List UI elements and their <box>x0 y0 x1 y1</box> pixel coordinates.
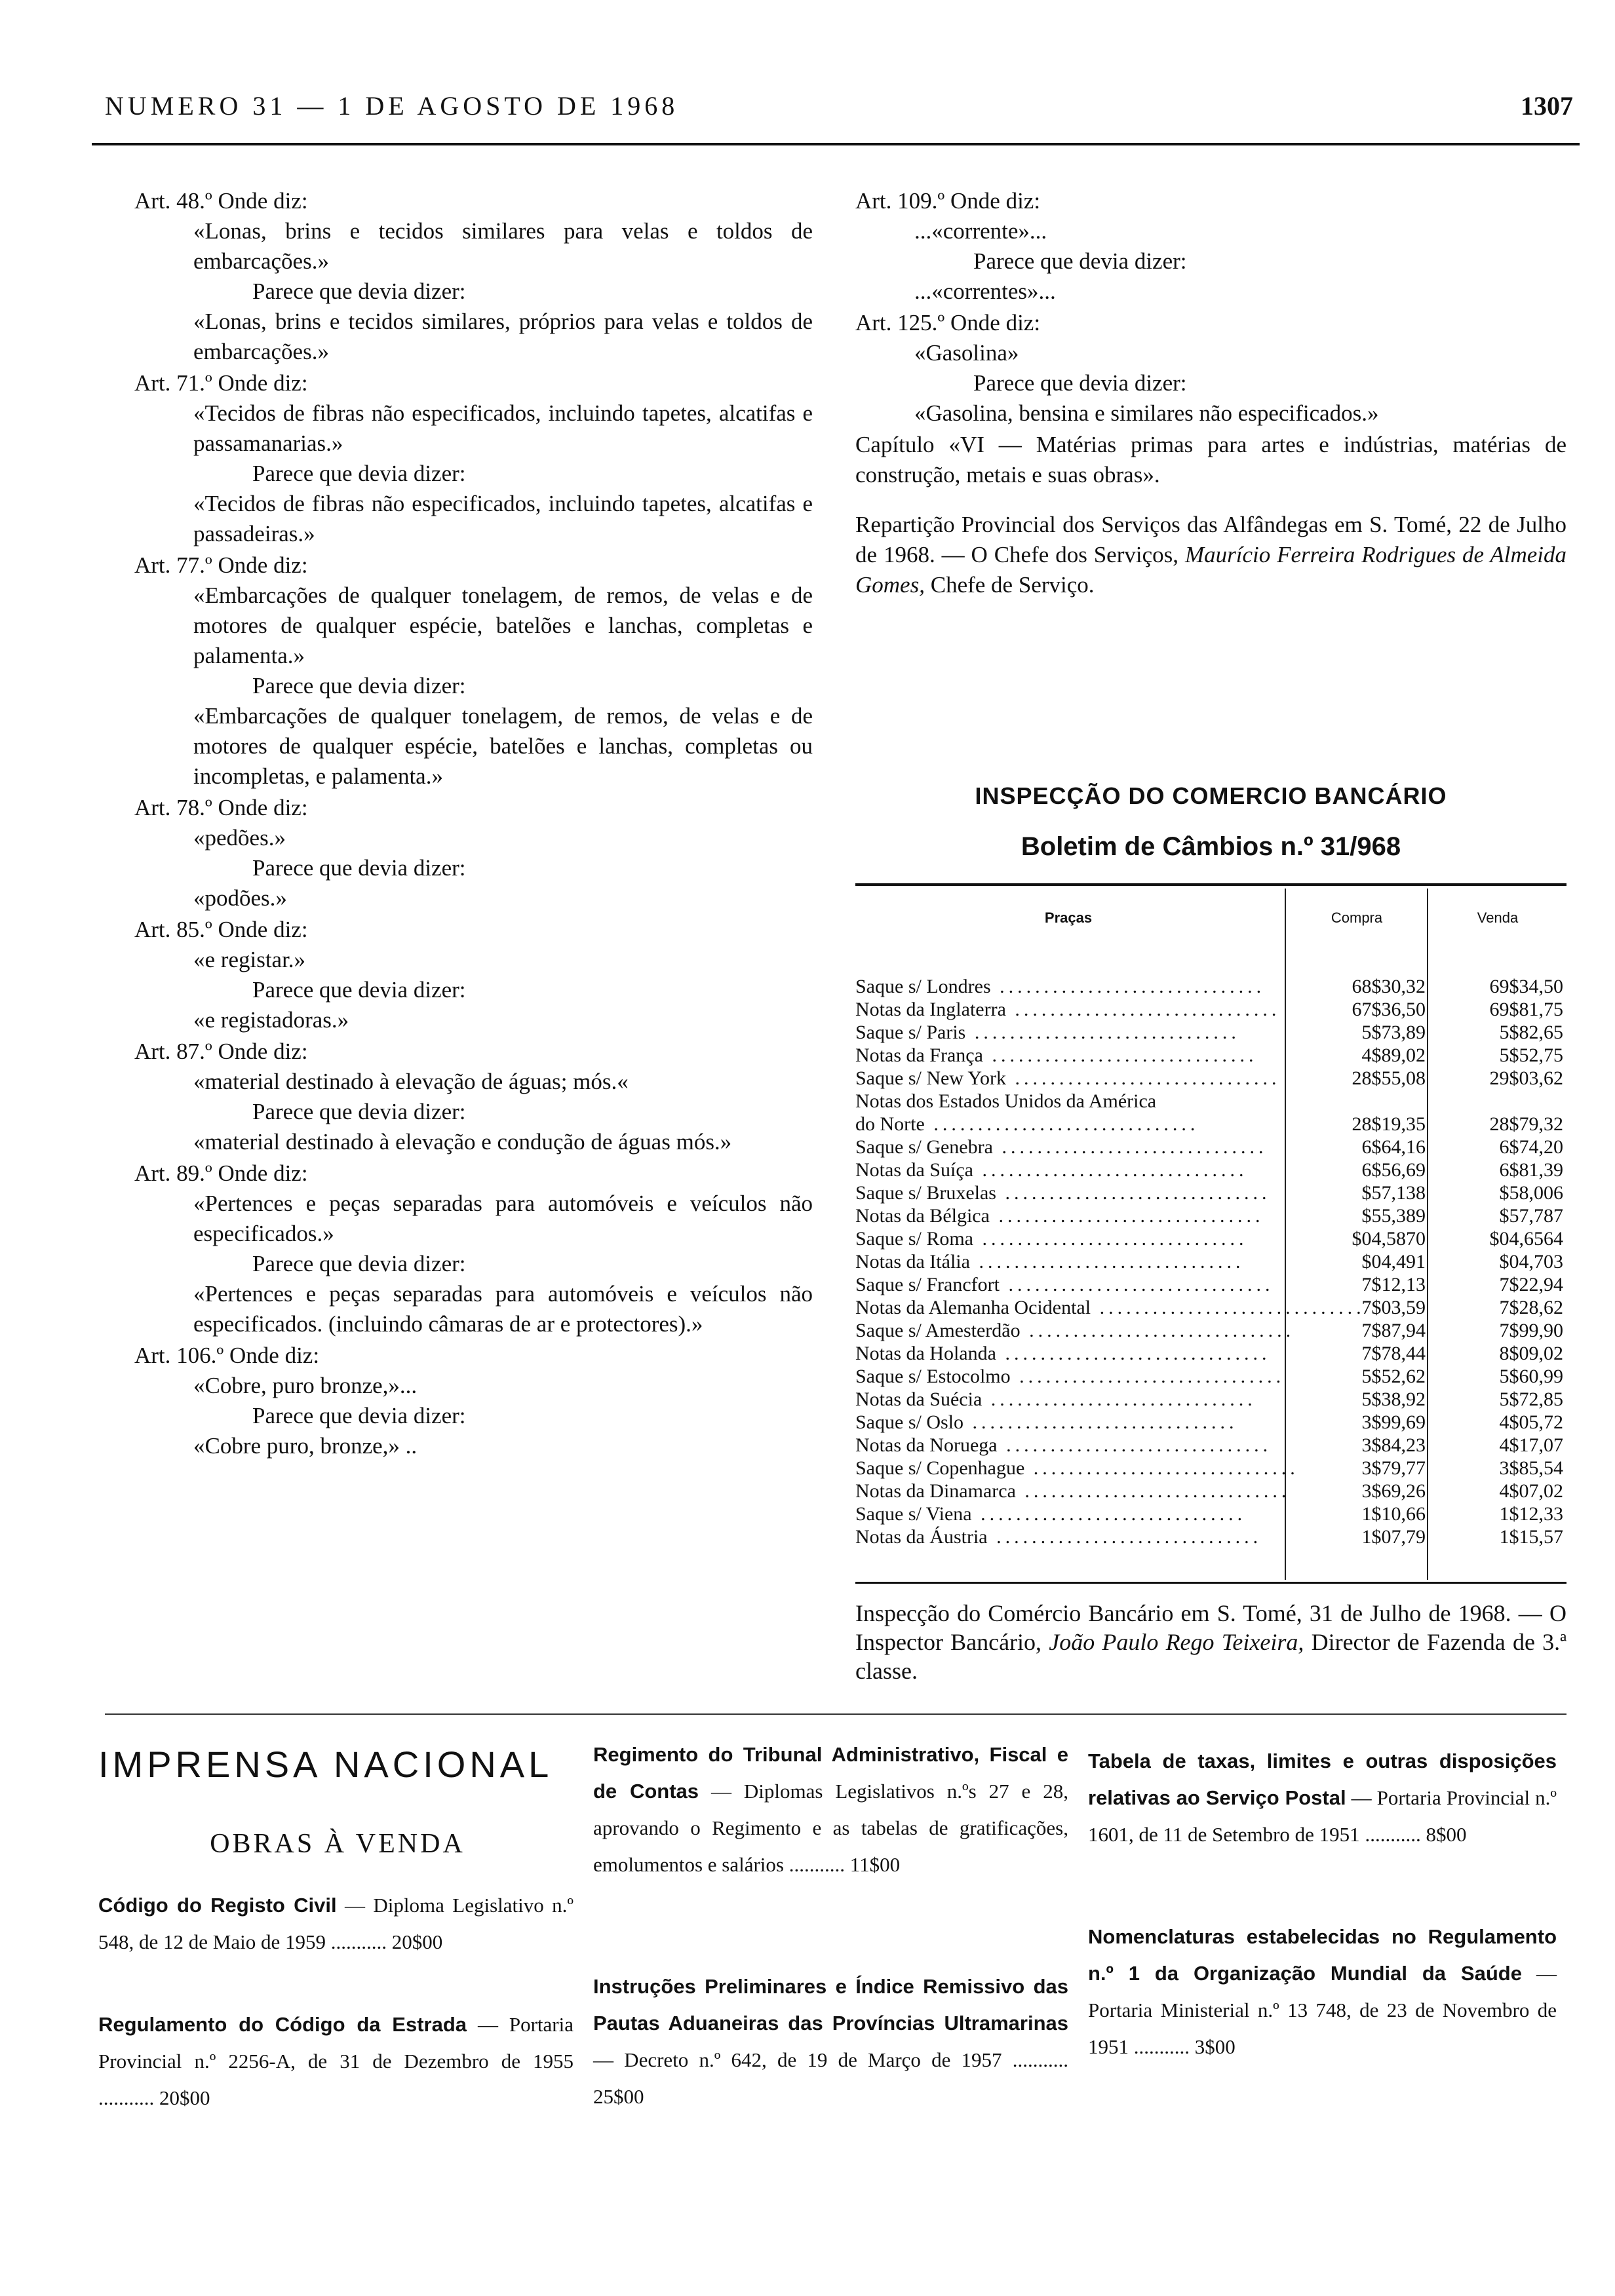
leader-dots: ........... <box>784 1853 850 1876</box>
issue-title: NUMERO 31 — 1 DE AGOSTO DE 1968 <box>105 91 679 121</box>
correction-intro: Parece que devia dizer: <box>252 855 466 881</box>
original-text: «Cobre, puro bronze,»... <box>193 1373 418 1398</box>
praca-cell <box>855 1480 1291 1502</box>
leader-dots: .............................. <box>992 1136 1268 1158</box>
compra-cell: 6$56,69 <box>1361 1159 1426 1181</box>
leader-dots: .............................. <box>973 1228 1248 1250</box>
publication-entry <box>1088 1919 1557 2065</box>
publication-title: Nomenclaturas estabelecidas no Regulamento n.º 1 da Organização Mundial da Saúde <box>1088 1925 1557 1985</box>
praca-name: Saque s/ Francfort <box>855 1274 1000 1295</box>
venda-cell: $57,787 <box>1499 1205 1563 1227</box>
venda-cell: $58,006 <box>1499 1182 1563 1204</box>
compra-cell: 3$99,69 <box>1361 1411 1426 1433</box>
ornament-rule <box>105 1713 1566 1715</box>
correction-intro: Parece que devia dizer: <box>252 1099 466 1124</box>
venda-cell: 1$12,33 <box>1499 1503 1563 1525</box>
praca-cell <box>855 1044 1281 1067</box>
bank-section-title: INSPECÇÃO DO COMERCIO BANCÁRIO <box>975 782 1447 809</box>
article-correction <box>134 186 813 367</box>
praca-cell <box>855 1365 1285 1388</box>
article-label: Art. 109.º Onde diz: <box>855 188 1041 214</box>
corrected-text: «material destinado à elevação e condução de águas mós.» <box>193 1129 732 1155</box>
venda-cell: 8$09,02 <box>1499 1343 1563 1364</box>
praca-cell <box>855 1136 1281 1158</box>
praca-cell <box>855 1388 1281 1411</box>
header-compra: Compra <box>1331 909 1383 926</box>
praca-name: Notas da Inglaterra <box>855 999 1006 1020</box>
article-label: Art. 89.º Onde diz: <box>134 1160 308 1186</box>
leader-dots: ........... <box>1129 2035 1195 2058</box>
venda-cell: 5$60,99 <box>1499 1366 1563 1387</box>
leader-dots: .............................. <box>1015 1480 1291 1502</box>
compra-cell: 3$84,23 <box>1361 1434 1426 1456</box>
table-bottom-rule <box>855 1582 1566 1584</box>
praca-name: Saque s/ New York <box>855 1067 1007 1089</box>
leader-dots: .............................. <box>1024 1457 1299 1479</box>
publication-entry <box>593 1736 1068 1883</box>
original-text: «Gasolina» <box>914 340 1019 366</box>
table-row <box>855 1319 1566 1342</box>
venda-cell: 28$79,32 <box>1489 1113 1563 1135</box>
article-correction <box>855 308 1566 429</box>
article-correction <box>134 793 813 913</box>
table-row <box>855 975 1566 998</box>
correction-intro: Parece que devia dizer: <box>252 1251 466 1276</box>
corrected-text: «Lonas, brins e tecidos similares, próprios para velas e toldos de embarcações.» <box>193 309 813 364</box>
praca-name: Notas da Alemanha Ocidental <box>855 1297 1091 1318</box>
venda-cell: 6$74,20 <box>1499 1136 1563 1158</box>
article-correction <box>134 550 813 792</box>
article-label: Art. 87.º Onde diz: <box>134 1039 308 1064</box>
compra-cell: 6$64,16 <box>1361 1136 1426 1158</box>
footer-column-2 <box>593 1736 1068 2115</box>
publication-desc: — Decreto n.º 642, de 19 de Março de 1957 <box>593 2048 1002 2071</box>
original-text: «e registar.» <box>193 947 306 972</box>
compra-cell: 28$19,35 <box>1352 1113 1426 1135</box>
leader-dots: .............................. <box>1020 1320 1295 1341</box>
leader-dots: .............................. <box>1006 1067 1281 1089</box>
correction-intro: Parece que devia dizer: <box>252 1403 466 1428</box>
praca-name: Saque s/ Oslo <box>855 1411 963 1433</box>
chapter-note: Capítulo «VI — Matérias primas para artes e indústrias, matérias de construção, metais e suas obras». <box>855 432 1566 488</box>
venda-cell: 6$81,39 <box>1499 1159 1563 1181</box>
article-label: Art. 85.º Onde diz: <box>134 917 308 942</box>
publication-desc: — Portaria Provincial n.º 2256-A, de 31 de Dezembro de 1955 <box>98 2013 574 2073</box>
page-header <box>105 90 1573 130</box>
page-number: 1307 <box>1521 91 1573 121</box>
praca-name: Saque s/ Bruxelas <box>855 1182 996 1204</box>
leader-dots: .............................. <box>997 1434 1272 1456</box>
original-text: «Tecidos de fibras não especificados, incluindo tapetes, alcatifas e passamanarias.» <box>193 400 813 456</box>
publication-price: 20$00 <box>159 2086 210 2109</box>
original-text: ...«corrente»... <box>914 218 1047 244</box>
publication-desc: — Diplomas Legislativos n.ºs 27 e 28, aprovando o Regimento e as tabelas de gratificações, emolumentos e salários <box>593 1780 1068 1876</box>
leader-dots: .............................. <box>999 1274 1274 1295</box>
table-row <box>855 1434 1566 1457</box>
header-pracas: Praças <box>1044 909 1093 926</box>
footer-column-1 <box>98 1887 574 2116</box>
venda-cell: 69$34,50 <box>1489 976 1563 997</box>
exchange-table <box>855 889 1566 1580</box>
correction-intro: Parece que devia dizer: <box>252 673 466 698</box>
publication-desc: — Portaria Ministerial n.º 13 748, de 23 de Novembro de 1951 <box>1088 1962 1557 2058</box>
venda-cell: 5$82,65 <box>1499 1022 1563 1043</box>
compra-cell: 3$69,26 <box>1361 1480 1426 1502</box>
leader-dots: .............................. <box>996 1182 1271 1204</box>
leader-dots: .............................. <box>963 1411 1238 1433</box>
praca-cell <box>855 1457 1299 1480</box>
compra-cell: 5$52,62 <box>1361 1366 1426 1387</box>
original-text: «pedões.» <box>193 825 286 851</box>
correction-intro: Parece que devia dizer: <box>973 248 1187 274</box>
publication-price: 3$00 <box>1194 2035 1236 2058</box>
corrected-text: «podões.» <box>193 885 287 911</box>
venda-cell: $04,6564 <box>1489 1228 1563 1250</box>
table-row <box>855 1067 1566 1090</box>
publication-title: Tabela de taxas, limites e outras disposições relativas ao Serviço Postal <box>1088 1750 1557 1809</box>
table-row <box>855 1411 1566 1434</box>
publication-price: 20$00 <box>391 1930 443 1953</box>
praca-name: Notas da França <box>855 1044 983 1066</box>
article-correction <box>134 1341 813 1461</box>
venda-cell: 4$17,07 <box>1499 1434 1563 1456</box>
venda-cell: 7$28,62 <box>1499 1297 1563 1318</box>
table-row <box>855 1388 1566 1411</box>
praca-cell <box>855 1296 1365 1319</box>
publication-price: 11$00 <box>849 1853 901 1876</box>
compra-cell: 28$55,08 <box>1352 1067 1426 1089</box>
praca-cell <box>855 1273 1281 1296</box>
praca-name: Saque s/ Viena <box>855 1503 972 1525</box>
compra-cell: $04,491 <box>1361 1251 1426 1272</box>
praca-name: Saque s/ Genebra <box>855 1136 993 1158</box>
table-top-rule <box>855 883 1566 886</box>
venda-cell: 4$07,02 <box>1499 1480 1563 1502</box>
venda-cell: 69$81,75 <box>1489 999 1563 1020</box>
table-row <box>855 1342 1566 1365</box>
corrected-text: «Tecidos de fibras não especificados, incluindo tapetes, alcatifas e passadeiras.» <box>193 491 813 546</box>
praca-name: Notas da Bélgica <box>855 1205 990 1227</box>
table-row <box>855 998 1566 1021</box>
compra-cell: 5$38,92 <box>1361 1388 1426 1410</box>
praca-cell <box>855 975 1281 998</box>
venda-cell: $04,703 <box>1499 1251 1563 1272</box>
leader-dots: ........... <box>98 2086 159 2109</box>
leader-dots: ........... <box>1002 2048 1068 2071</box>
praca-cell <box>855 1067 1281 1090</box>
praca-cell <box>855 1021 1281 1044</box>
compra-cell: 4$89,02 <box>1361 1044 1426 1066</box>
article-correction <box>134 1158 813 1339</box>
publication-entry <box>98 2006 574 2116</box>
praca-name: Notas da Holanda <box>855 1343 996 1364</box>
praca-cell <box>855 1411 1281 1434</box>
leader-dots: .............................. <box>987 1526 1262 1548</box>
original-text: «material destinado à elevação de águas; mós.« <box>193 1069 629 1094</box>
compra-cell: 7$03,59 <box>1361 1297 1426 1318</box>
corrected-text: «e registadoras.» <box>193 1007 349 1033</box>
compra-cell: $55,389 <box>1361 1205 1426 1227</box>
table-row <box>855 1227 1566 1250</box>
publication-price: 8$00 <box>1426 1823 1467 1846</box>
praca-name: Saque s/ Paris <box>855 1022 966 1043</box>
bank-signature: Inspecção do Comércio Bancário em S. Tomé, 31 de Julho de 1968. — O Inspector Bancário, João Paulo Rego Teixeira, Director de Fazenda de 3.ª classe. <box>855 1600 1567 1684</box>
footer-column-3 <box>1088 1743 1557 2065</box>
publication-price: 25$00 <box>593 2085 644 2108</box>
compra-cell: 5$73,89 <box>1361 1022 1426 1043</box>
article-label: Art. 106.º Onde diz: <box>134 1343 320 1368</box>
correction-intro: Parece que devia dizer: <box>252 278 466 304</box>
compra-cell: $57,138 <box>1361 1182 1426 1204</box>
publisher-name: IMPRENSA NACIONAL <box>98 1744 553 1785</box>
table-row <box>855 1204 1566 1227</box>
leader-dots: .............................. <box>969 1251 1245 1272</box>
correction-intro: Parece que devia dizer: <box>252 461 466 486</box>
original-text: «Embarcações de qualquer tonelagem, de remos, de velas e de motores de qualquer espécie, batelões e lanchas, completas e palamenta.» <box>193 583 813 668</box>
praca-cell <box>855 1090 1281 1113</box>
article-correction <box>134 368 813 549</box>
leader-dots: .............................. <box>1091 1297 1365 1318</box>
leader-dots: .............................. <box>989 1205 1264 1227</box>
customs-signature: Repartição Provincial dos Serviços das Alfândegas em S. Tomé, 22 de Julho de 1968. — O Chefe dos Serviços, Maurício Ferreira Rodrigues de Almeida Gomes, Chefe de Serviço. <box>855 512 1566 598</box>
leader-dots: .............................. <box>983 1044 1258 1066</box>
corrected-text: «Pertences e peças separadas para automóveis e veículos não especificados. (incluindo câmaras de ar e protectores).» <box>193 1281 813 1337</box>
venda-cell: 3$85,54 <box>1499 1457 1563 1479</box>
publication-entry <box>1088 1743 1557 1853</box>
article-label: Art. 48.º Onde diz: <box>134 188 308 214</box>
compra-cell: 3$79,77 <box>1361 1457 1426 1479</box>
left-column <box>134 186 813 1463</box>
table-row <box>855 1250 1566 1273</box>
praca-name: Saque s/ Roma <box>855 1228 973 1250</box>
correction-intro: Parece que devia dizer: <box>973 370 1187 396</box>
venda-cell: 7$22,94 <box>1499 1274 1563 1295</box>
praca-name: Notas da Dinamarca <box>855 1480 1016 1502</box>
praca-cell <box>855 1250 1281 1273</box>
compra-cell: 1$10,66 <box>1361 1503 1426 1525</box>
praca-cell <box>855 1227 1281 1250</box>
praca-cell <box>855 1434 1281 1457</box>
praca-name: Notas da Áustria <box>855 1526 988 1548</box>
header-venda: Venda <box>1477 909 1519 926</box>
article-label: Art. 77.º Onde diz: <box>134 552 308 578</box>
table-row <box>855 1273 1566 1296</box>
compra-cell: 7$78,44 <box>1361 1343 1426 1364</box>
compra-cell: 7$12,13 <box>1361 1274 1426 1295</box>
leader-dots: .............................. <box>1010 1366 1285 1387</box>
article-label: Art. 78.º Onde diz: <box>134 795 308 820</box>
praca-name: Notas da Noruega <box>855 1434 998 1456</box>
leader-dots: .............................. <box>990 976 1266 997</box>
works-for-sale-heading: OBRAS À VENDA <box>210 1829 465 1859</box>
table-row <box>855 1480 1566 1502</box>
leader-dots: .............................. <box>924 1113 1199 1135</box>
compra-cell: $04,5870 <box>1352 1228 1426 1250</box>
table-row <box>855 1136 1566 1158</box>
publication-entry <box>98 1887 574 1961</box>
praca-name: Saque s/ Londres <box>855 976 991 997</box>
venda-cell: 5$52,75 <box>1499 1044 1563 1066</box>
leader-dots: ........... <box>1359 1823 1426 1846</box>
praca-name: Saque s/ Amesterdão <box>855 1320 1021 1341</box>
praca-cell <box>855 1342 1281 1365</box>
table-row <box>855 1457 1566 1480</box>
praca-cell <box>855 998 1281 1021</box>
article-correction <box>134 915 813 1035</box>
article-label: Art. 71.º Onde diz: <box>134 370 308 396</box>
article-label: Art. 125.º Onde diz: <box>855 310 1041 335</box>
venda-cell: 4$05,72 <box>1499 1411 1563 1433</box>
venda-cell: 29$03,62 <box>1489 1067 1563 1089</box>
compra-cell: 7$87,94 <box>1361 1320 1426 1341</box>
praca-cell <box>855 1502 1281 1525</box>
praca-name: do Norte <box>855 1113 925 1135</box>
praca-name: Saque s/ Estocolmo <box>855 1366 1011 1387</box>
corrected-text: «Embarcações de qualquer tonelagem, de remos, de velas e de motores de qualquer espécie, batelões e lanchas, completas ou incompletas, e palamenta.» <box>193 703 813 789</box>
praca-cell <box>855 1319 1295 1342</box>
venda-cell: 1$15,57 <box>1499 1526 1563 1548</box>
leader-dots: .............................. <box>982 1388 1256 1410</box>
original-text: «Pertences e peças separadas para automóveis e veículos não especificados.» <box>193 1191 813 1246</box>
leader-dots: .............................. <box>965 1022 1240 1043</box>
table-row <box>855 1365 1566 1388</box>
compra-cell: 68$30,32 <box>1352 976 1426 997</box>
table-row <box>855 1090 1566 1113</box>
original-text: «Lonas, brins e tecidos similares para velas e toldos de embarcações.» <box>193 218 813 274</box>
compra-cell: 1$07,79 <box>1361 1526 1426 1548</box>
article-correction <box>855 186 1566 307</box>
publication-title: Código do Registo Civil <box>98 1894 337 1917</box>
right-column <box>855 186 1566 600</box>
venda-cell: 7$99,90 <box>1499 1320 1563 1341</box>
praca-cell <box>855 1525 1281 1548</box>
article-correction <box>134 1037 813 1157</box>
leader-dots: .............................. <box>996 1343 1271 1364</box>
header-rule <box>92 143 1580 145</box>
leader-dots: ........... <box>325 1930 392 1953</box>
praca-cell <box>855 1181 1281 1204</box>
publication-title: Regulamento do Código da Estrada <box>98 2013 467 2036</box>
venda-cell: 5$72,85 <box>1499 1388 1563 1410</box>
table-row <box>855 1158 1566 1181</box>
leader-dots: .............................. <box>973 1159 1248 1181</box>
praca-cell <box>855 1158 1281 1181</box>
bank-bulletin-subtitle: Boletim de Câmbios n.º 31/968 <box>1021 832 1401 861</box>
compra-cell: 67$36,50 <box>1352 999 1426 1020</box>
praca-name: Saque s/ Copenhague <box>855 1457 1025 1479</box>
table-row <box>855 1502 1566 1525</box>
table-row <box>855 1021 1566 1044</box>
publication-desc: — Portaria Provincial n.º 1601, de 11 de Setembro de 1951 <box>1088 1786 1557 1846</box>
praca-cell <box>855 1204 1281 1227</box>
praca-name: Notas dos Estados Unidos da América <box>855 1090 1157 1112</box>
leader-dots: .............................. <box>1005 999 1281 1020</box>
corrected-text: «Cobre puro, bronze,» .. <box>193 1433 418 1459</box>
corrected-text: «Gasolina, bensina e similares não especificados.» <box>914 400 1379 426</box>
publication-entry <box>593 1968 1068 2115</box>
praca-name: Notas da Suécia <box>855 1388 983 1410</box>
table-row <box>855 1044 1566 1067</box>
praca-name: Notas da Itália <box>855 1251 970 1272</box>
publication-title: Instruções Preliminares e Índice Remissivo das Pautas Aduaneiras das Províncias Ultramarinas <box>593 1975 1068 2035</box>
praca-name: Notas da Suíça <box>855 1159 973 1181</box>
publication-title: Regimento do Tribunal Administrativo, Fiscal e de Contas <box>593 1743 1068 1803</box>
table-row <box>855 1181 1566 1204</box>
exchange-rows <box>855 975 1566 1548</box>
table-row <box>855 1113 1566 1136</box>
praca-cell <box>855 1113 1281 1136</box>
corrected-text: ...«correntes»... <box>914 278 1056 304</box>
table-row <box>855 1296 1566 1319</box>
table-row <box>855 1525 1566 1548</box>
leader-dots: .............................. <box>971 1503 1247 1525</box>
publication-desc: — Diploma Legislativo n.º 548, de 12 de Maio de 1959 <box>98 1894 574 1953</box>
correction-intro: Parece que devia dizer: <box>252 977 466 1003</box>
